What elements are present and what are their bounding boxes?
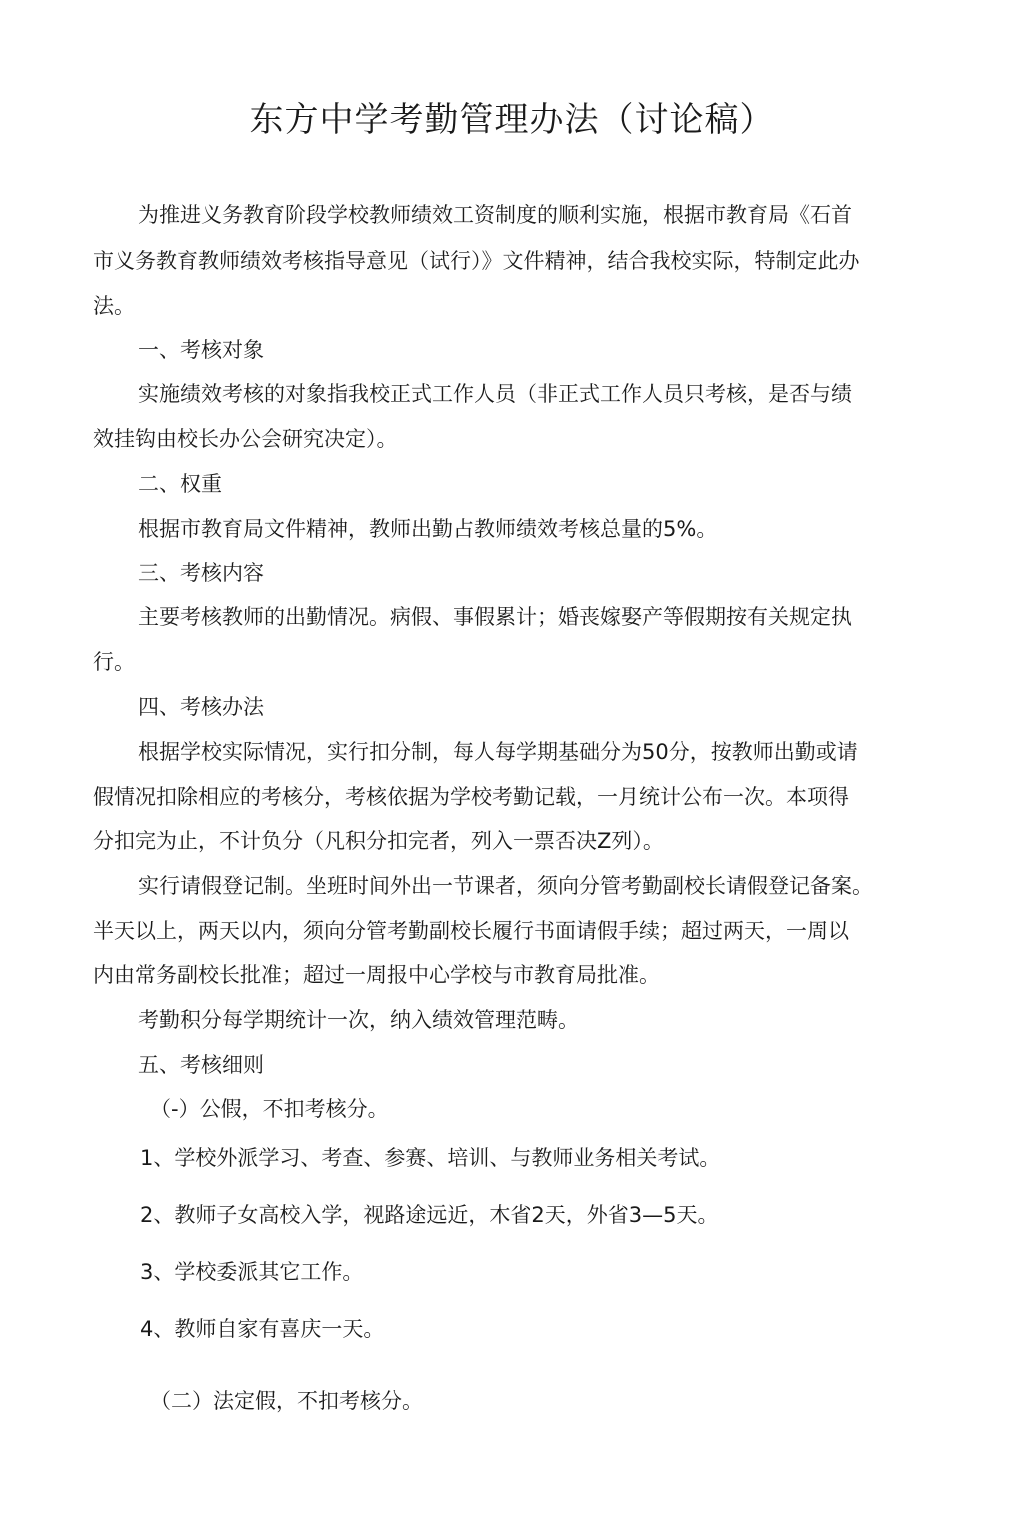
section-heading-2: 二、权重 — [138, 472, 222, 496]
section-heading-5: 五、考核细则 — [138, 1053, 264, 1077]
document-title: 东方中学考勤管理办法（讨论稿） — [249, 100, 775, 140]
section-heading-3: 三、考核内容 — [138, 561, 264, 585]
section-4-line-7: 考勤积分每学期统计一次，纳入绩效管理范畴。 — [138, 1008, 579, 1032]
section-4-line-3: 分扣完为止，不计负分（凡积分扣完者，列入一票否决Z列）。 — [93, 829, 664, 853]
section-3-line-1: 主要考核教师的出勤情况。病假、事假累计；婚丧嫁娶产等假期按有关规定执 — [138, 605, 852, 629]
intro-line-3: 法。 — [93, 294, 135, 318]
section-4-line-6: 内由常务副校长批准；超过一周报中心学校与市教育局批准。 — [93, 963, 660, 987]
section-4-line-2: 假情况扣除相应的考核分，考核依据为学校考勤记载，一月统计公布一次。本项得 — [93, 785, 849, 809]
section-heading-4: 四、考核办法 — [138, 695, 264, 719]
section-4-line-1: 根据学校实际情况，实行扣分制，每人每学期基础分为50分，按教师出勤或请 — [138, 740, 858, 764]
list-item-1: 1、学校外派学习、考查、参赛、培训、与教师业务相关考试。 — [140, 1146, 721, 1170]
subsection-heading-1: （-）公假，不扣考核分。 — [150, 1097, 389, 1121]
section-2-line-1: 根据市教育局文件精神，教师出勤占教师绩效考核总量的5%。 — [138, 517, 718, 541]
list-item-4: 4、教师自家有喜庆一天。 — [140, 1317, 385, 1341]
section-heading-1: 一、考核对象 — [138, 338, 264, 362]
list-item-2: 2、教师子女高校入学，视路途远近，木省2天，外省3—5天。 — [140, 1203, 719, 1227]
list-item-3: 3、学校委派其它工作。 — [140, 1260, 364, 1284]
subsection-heading-2: （二）法定假，不扣考核分。 — [150, 1389, 423, 1413]
section-4-line-4: 实行请假登记制。坐班时间外出一节课者，须向分管考勤副校长请假登记备案。 — [138, 874, 873, 898]
intro-line-2: 市义务教育教师绩效考核指导意见（试行）》文件精神，结合我校实际，特制定此办 — [93, 249, 860, 273]
section-1-line-2: 效挂钩由校长办公会研究决定）。 — [93, 427, 398, 451]
section-1-line-1: 实施绩效考核的对象指我校正式工作人员（非正式工作人员只考核，是否与绩 — [138, 382, 852, 406]
intro-line-1: 为推进义务教育阶段学校教师绩效工资制度的顺利实施，根据市教育局《石首 — [138, 203, 852, 227]
section-3-line-2: 行。 — [93, 650, 135, 674]
section-4-line-5: 半天以上，两天以内，须向分管考勤副校长履行书面请假手续；超过两天，一周以 — [93, 919, 849, 943]
